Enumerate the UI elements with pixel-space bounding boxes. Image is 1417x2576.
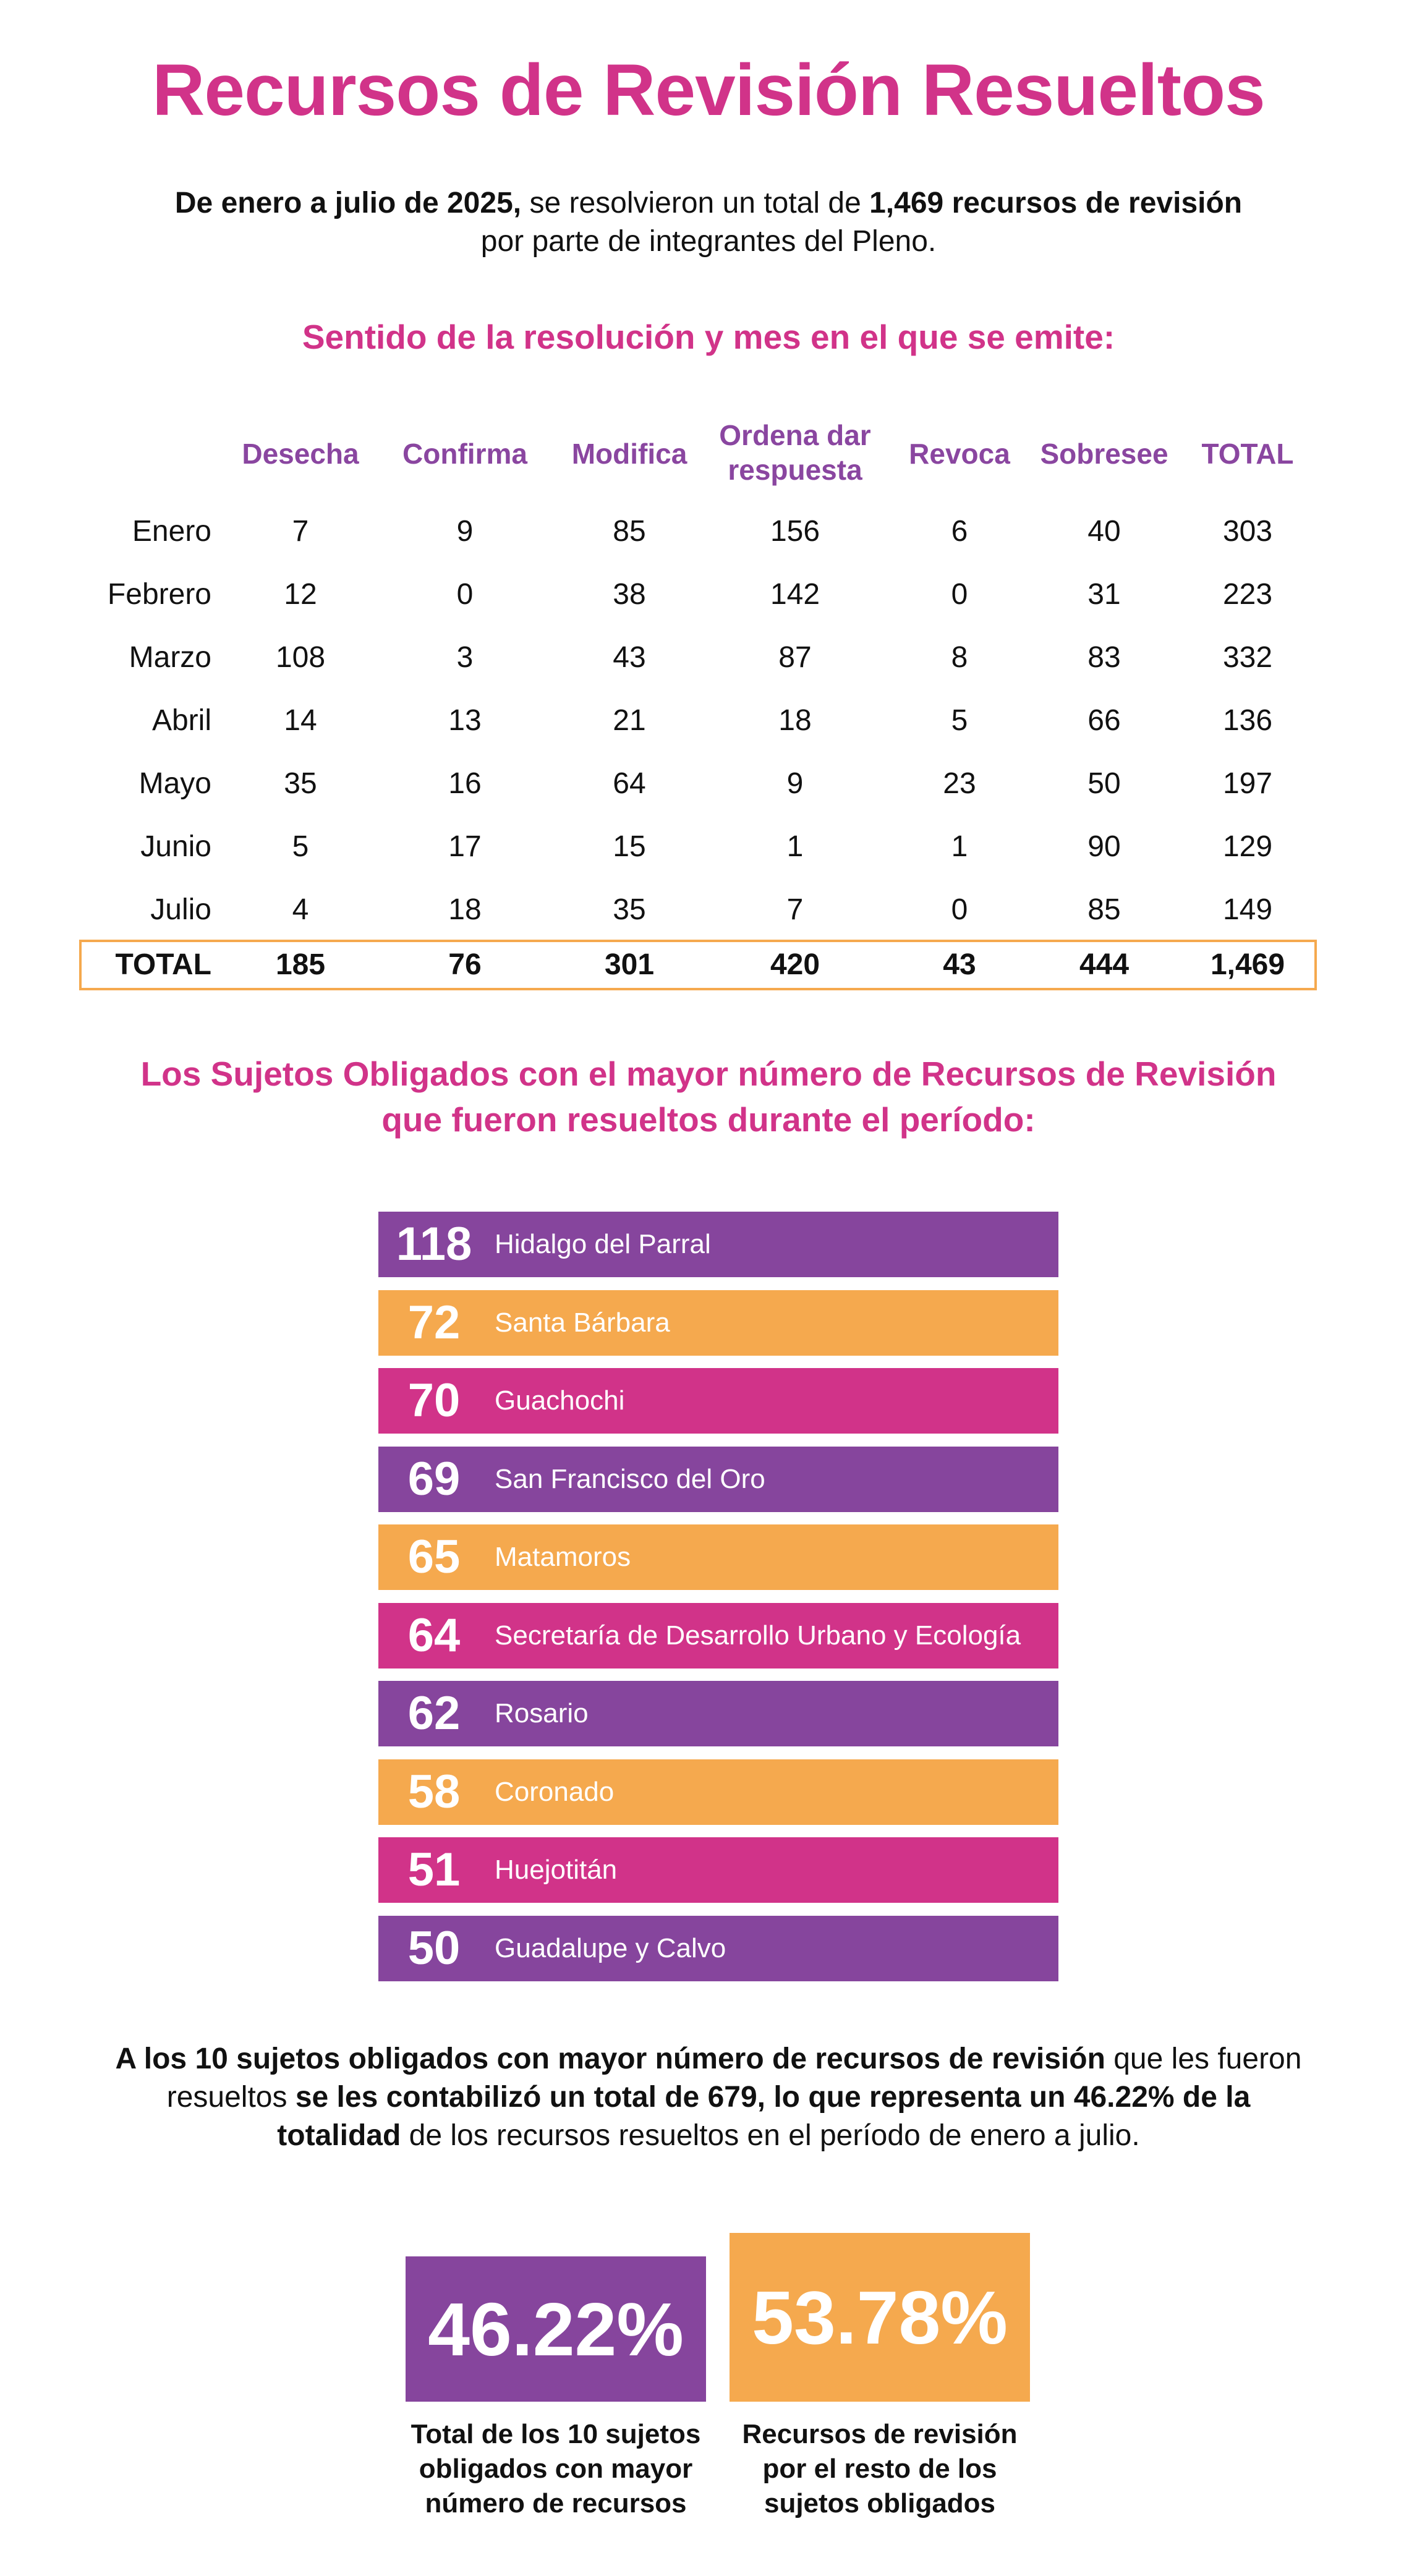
ranking-bar <box>378 1447 1058 1512</box>
table-section-title: Sentido de la resolución y mes en el que se emite: <box>302 318 1115 356</box>
ranking-name: Secretaría de Desarrollo Urbano y Ecología <box>495 1620 1021 1651</box>
table-cell: 149 <box>1222 893 1273 926</box>
ranking-name: Coronado <box>495 1776 615 1807</box>
stat-label-line: sujetos obligados <box>764 2488 996 2519</box>
stat-label-line: número de recursos <box>425 2488 687 2519</box>
ranking-name: Guadalupe y Calvo <box>495 1932 726 1963</box>
ranking-count: 118 <box>396 1218 472 1270</box>
table-cell: 85 <box>613 515 646 548</box>
summary-text-3: de los recursos resueltos en el período de enero a julio. <box>401 2119 1140 2152</box>
table-cell: 17 <box>448 830 482 863</box>
intro-bold-1: De enero a julio de 2025, <box>174 187 522 219</box>
month-label: Abril <box>151 704 211 737</box>
stat-label-line: Recursos de revisión <box>742 2419 1018 2449</box>
table-cell: 156 <box>770 515 820 548</box>
ranking-name: Matamoros <box>495 1542 631 1572</box>
summary-paragraph <box>93 2040 1324 2155</box>
table-cell: 1 <box>786 830 804 863</box>
month-label: Marzo <box>129 641 211 674</box>
table-cell: 223 <box>1222 578 1273 611</box>
ranking-name: Guachochi <box>495 1385 625 1416</box>
stat-label <box>717 2417 1042 2521</box>
column-header-line: respuesta <box>728 454 862 486</box>
ranking-bar <box>378 1837 1058 1903</box>
ranking-bar <box>378 1524 1058 1590</box>
ranking-count: 69 <box>407 1452 461 1505</box>
ranking-name: Hidalgo del Parral <box>495 1229 711 1259</box>
ranking-bar <box>378 1603 1058 1668</box>
table-cell: 12 <box>284 578 317 611</box>
month-label: Enero <box>132 515 211 548</box>
table-cell: 185 <box>275 948 326 981</box>
table-cell: 136 <box>1222 704 1273 737</box>
ranking-count: 65 <box>407 1531 461 1583</box>
column-header <box>708 418 882 487</box>
table-cell: 129 <box>1222 830 1273 863</box>
table-cell: 31 <box>1087 578 1121 611</box>
table-cell: 23 <box>943 767 976 800</box>
table-cell: 3 <box>456 641 474 674</box>
column-header-line: Sobresee <box>1040 438 1168 470</box>
ranking-count: 72 <box>407 1296 461 1349</box>
summary-line-3 <box>93 2117 1324 2155</box>
summary-text-2: resueltos <box>166 2081 296 2114</box>
table-cell: 9 <box>456 515 474 548</box>
stat-label-line: por el resto de los <box>762 2454 997 2484</box>
summary-line-1 <box>93 2040 1324 2078</box>
total-row-highlight <box>79 940 1317 990</box>
ranking-bar <box>378 1290 1058 1356</box>
table-cell: 9 <box>786 767 804 800</box>
table-cell: 1,469 <box>1210 948 1285 981</box>
table-cell: 301 <box>604 948 655 981</box>
table-cell: 303 <box>1222 515 1273 548</box>
month-label: Mayo <box>138 767 211 800</box>
total-label: TOTAL <box>115 948 211 981</box>
table-cell: 35 <box>613 893 646 926</box>
table-cell: 444 <box>1079 948 1130 981</box>
summary-bold-3: totalidad <box>277 2119 401 2152</box>
table-cell: 0 <box>456 578 474 611</box>
table-cell: 0 <box>951 578 968 611</box>
table-cell: 13 <box>448 704 482 737</box>
stat-label <box>393 2417 718 2521</box>
page-title: Recursos de Revisión Resueltos <box>152 49 1265 131</box>
ranking-bar <box>378 1759 1058 1825</box>
table-cell: 50 <box>1087 767 1121 800</box>
ranking-count: 51 <box>407 1843 461 1896</box>
table-cell: 85 <box>1087 893 1121 926</box>
table-cell: 76 <box>448 948 482 981</box>
table-cell: 90 <box>1087 830 1121 863</box>
month-label: Junio <box>140 830 211 863</box>
ranking-count: 64 <box>407 1609 461 1662</box>
table-cell: 5 <box>292 830 309 863</box>
table-cell: 0 <box>951 893 968 926</box>
table-cell: 18 <box>778 704 812 737</box>
summary-bold-1: A los 10 sujetos obligados con mayor número de recursos de revisión <box>115 2043 1105 2075</box>
stat-box <box>406 2256 706 2402</box>
ranking-title-line-1: Los Sujetos Obligados con el mayor número de Recursos de Revisión <box>140 1055 1277 1093</box>
column-header-line: Confirma <box>402 438 527 470</box>
table-cell: 108 <box>275 641 326 674</box>
stat-value: 53.78% <box>752 2275 1008 2360</box>
intro-bold-2: 1,469 recursos de revisión <box>869 187 1243 219</box>
ranking-title-line-2: que fueron resueltos durante el período: <box>381 1100 1036 1139</box>
table-cell: 332 <box>1222 641 1273 674</box>
table-cell: 142 <box>770 578 820 611</box>
ranking-count: 62 <box>407 1687 461 1740</box>
ranking-name: San Francisco del Oro <box>495 1463 765 1494</box>
table-cell: 40 <box>1087 515 1121 548</box>
ranking-name: Rosario <box>495 1698 589 1728</box>
table-cell: 4 <box>292 893 309 926</box>
month-label: Febrero <box>107 578 211 611</box>
ranking-section-title <box>0 1051 1417 1142</box>
column-header <box>1161 436 1334 471</box>
intro-line-2: por parte de integrantes del Pleno. <box>480 225 937 258</box>
table-cell: 14 <box>284 704 317 737</box>
table-cell: 66 <box>1087 704 1121 737</box>
table-cell: 38 <box>613 578 646 611</box>
summary-line-2 <box>93 2078 1324 2117</box>
column-header <box>378 436 551 471</box>
stat-box <box>730 2233 1030 2402</box>
ranking-name: Santa Bárbara <box>495 1307 670 1338</box>
table-cell: 7 <box>292 515 309 548</box>
table-cell: 43 <box>943 948 976 981</box>
ranking-bar <box>378 1916 1058 1981</box>
summary-text-1: que les fueron <box>1105 2043 1302 2075</box>
table-cell: 6 <box>951 515 968 548</box>
table-cell: 43 <box>613 641 646 674</box>
ranking-bar <box>378 1368 1058 1434</box>
column-header <box>543 436 716 471</box>
intro-paragraph <box>93 184 1324 261</box>
table-cell: 87 <box>778 641 812 674</box>
intro-text-1: se resolvieron un total de <box>521 187 870 219</box>
table-cell: 197 <box>1222 767 1273 800</box>
table-cell: 7 <box>786 893 804 926</box>
table-cell: 16 <box>448 767 482 800</box>
table-cell: 5 <box>951 704 968 737</box>
stat-label-line: Total de los 10 sujetos <box>411 2419 701 2449</box>
ranking-name: Huejotitán <box>495 1855 618 1885</box>
month-label: Julio <box>150 893 211 926</box>
table-cell: 18 <box>448 893 482 926</box>
column-header-line: Ordena dar <box>719 419 871 451</box>
column-header-line: Desecha <box>242 438 359 470</box>
column-header-line: TOTAL <box>1201 438 1294 470</box>
stat-label-line: obligados con mayor <box>419 2454 693 2484</box>
column-header-line: Revoca <box>909 438 1010 470</box>
table-cell: 83 <box>1087 641 1121 674</box>
ranking-bar <box>378 1212 1058 1277</box>
ranking-count: 50 <box>407 1921 461 1975</box>
table-cell: 8 <box>951 641 968 674</box>
ranking-count: 58 <box>407 1765 461 1818</box>
table-cell: 15 <box>613 830 646 863</box>
table-cell: 420 <box>770 948 820 981</box>
table-cell: 1 <box>951 830 968 863</box>
column-header-line: Modifica <box>571 438 687 470</box>
table-cell: 35 <box>284 767 317 800</box>
ranking-bar <box>378 1681 1058 1746</box>
table-cell: 64 <box>613 767 646 800</box>
column-header <box>214 436 387 471</box>
ranking-count: 70 <box>407 1374 461 1427</box>
stat-value: 46.22% <box>428 2287 684 2371</box>
intro-line-1 <box>93 184 1324 223</box>
summary-bold-2: se les contabilizó un total de 679, lo que representa un 46.22% de la <box>295 2081 1251 2114</box>
table-cell: 21 <box>613 704 646 737</box>
